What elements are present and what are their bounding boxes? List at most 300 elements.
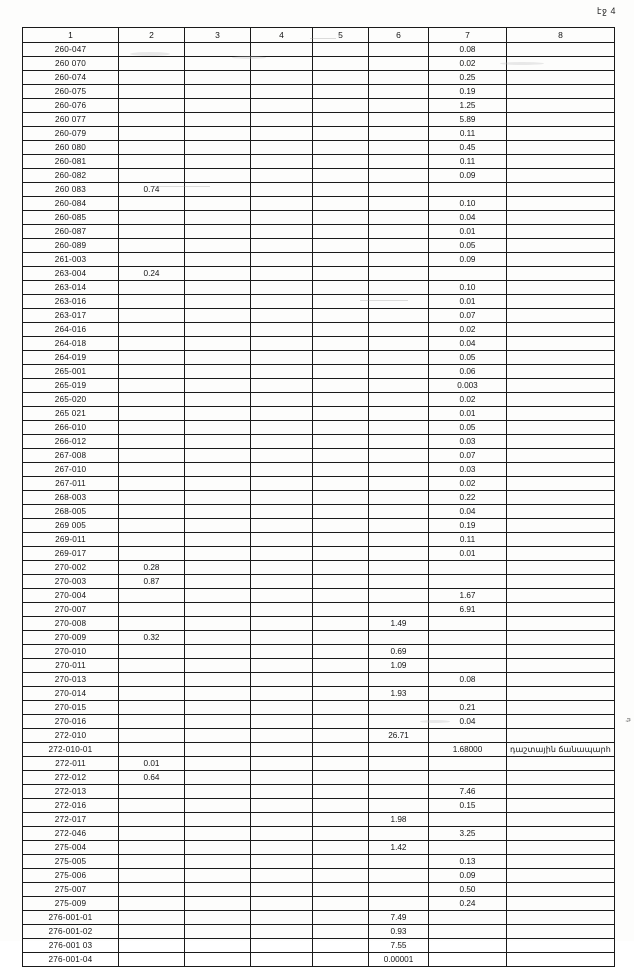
cell-col8 (507, 659, 615, 673)
cell-col2 (119, 407, 185, 421)
cell-col4 (251, 589, 313, 603)
cell-col2 (119, 253, 185, 267)
table-row (23, 799, 615, 813)
cell-col2 (119, 169, 185, 183)
cell-col6 (369, 337, 429, 351)
cell-col7 (429, 687, 507, 701)
cell-col1: 260-084 (23, 197, 119, 211)
cell-col6 (369, 799, 429, 813)
cell-col5 (313, 253, 369, 267)
cell-col7 (429, 757, 507, 771)
cell-col7 (429, 953, 507, 967)
cell-col3 (185, 253, 251, 267)
cell-col4 (251, 211, 313, 225)
cell-col1: 264-019 (23, 351, 119, 365)
cell-col7 (429, 183, 507, 197)
cell-col6: 7.55 (369, 939, 429, 953)
cell-col2 (119, 113, 185, 127)
cell-col4 (251, 393, 313, 407)
cell-col4 (251, 477, 313, 491)
cell-col4 (251, 925, 313, 939)
cell-col1: 260-085 (23, 211, 119, 225)
cell-col6 (369, 743, 429, 757)
cell-col4 (251, 85, 313, 99)
cell-col8 (507, 57, 615, 71)
cell-col8 (507, 295, 615, 309)
table-row (23, 505, 615, 519)
cell-col1: 269 005 (23, 519, 119, 533)
cell-col3 (185, 743, 251, 757)
cell-col7: 5.89 (429, 113, 507, 127)
cell-col5 (313, 407, 369, 421)
cell-col7: 0.01 (429, 295, 507, 309)
cell-col8 (507, 323, 615, 337)
cell-col4 (251, 883, 313, 897)
cell-col2 (119, 897, 185, 911)
cell-col4 (251, 631, 313, 645)
cell-col1: 275-006 (23, 869, 119, 883)
cell-col4 (251, 491, 313, 505)
cell-col2 (119, 337, 185, 351)
cell-col8 (507, 85, 615, 99)
cell-col3 (185, 603, 251, 617)
cell-col1: 270-003 (23, 575, 119, 589)
cell-col7: 6.91 (429, 603, 507, 617)
cell-col4 (251, 407, 313, 421)
table-row (23, 337, 615, 351)
cell-col8 (507, 589, 615, 603)
cell-col3 (185, 155, 251, 169)
cell-col1: 263-016 (23, 295, 119, 309)
table-row (23, 897, 615, 911)
cell-col4 (251, 337, 313, 351)
cell-col2 (119, 393, 185, 407)
cell-col6 (369, 575, 429, 589)
cell-col6 (369, 113, 429, 127)
cell-col3 (185, 393, 251, 407)
cell-col6 (369, 253, 429, 267)
cell-col6 (369, 701, 429, 715)
cell-col7: 0.07 (429, 449, 507, 463)
cell-col3 (185, 435, 251, 449)
cell-col1: 264-018 (23, 337, 119, 351)
cell-col2 (119, 127, 185, 141)
cell-col4 (251, 71, 313, 85)
cell-col7: 0.10 (429, 281, 507, 295)
cell-col7: 1.67 (429, 589, 507, 603)
cell-col3 (185, 561, 251, 575)
cell-col3 (185, 869, 251, 883)
cell-col1: 275-004 (23, 841, 119, 855)
cell-col3 (185, 407, 251, 421)
cell-col5 (313, 281, 369, 295)
cell-col5 (313, 71, 369, 85)
cell-col8 (507, 799, 615, 813)
cell-col1: 270-011 (23, 659, 119, 673)
cell-col1: 270-008 (23, 617, 119, 631)
cell-col7: 0.11 (429, 127, 507, 141)
column-header-6: 6 (369, 28, 429, 43)
cell-col7: 0.02 (429, 477, 507, 491)
cell-col8 (507, 533, 615, 547)
cell-col2 (119, 197, 185, 211)
cell-col3 (185, 827, 251, 841)
cell-col8 (507, 239, 615, 253)
cell-col2 (119, 309, 185, 323)
cell-col8 (507, 267, 615, 281)
cell-col2 (119, 505, 185, 519)
cell-col8 (507, 477, 615, 491)
cell-col5 (313, 911, 369, 925)
cell-col1: 270-016 (23, 715, 119, 729)
cell-col1: 260-089 (23, 239, 119, 253)
table-row (23, 645, 615, 659)
cell-col8 (507, 225, 615, 239)
table-row (23, 589, 615, 603)
table-row (23, 827, 615, 841)
cell-col3 (185, 687, 251, 701)
cell-col8 (507, 379, 615, 393)
cell-col5 (313, 841, 369, 855)
cell-col4 (251, 855, 313, 869)
cell-col8 (507, 631, 615, 645)
cell-col5 (313, 533, 369, 547)
table-row (23, 911, 615, 925)
cell-col8 (507, 827, 615, 841)
cell-col2 (119, 463, 185, 477)
cell-col8 (507, 99, 615, 113)
cell-col8 (507, 505, 615, 519)
cell-col8 (507, 211, 615, 225)
column-header-1: 1 (23, 28, 119, 43)
cell-col2 (119, 729, 185, 743)
table-row (23, 155, 615, 169)
cell-col8 (507, 155, 615, 169)
cell-col6 (369, 421, 429, 435)
cell-col7: 0.01 (429, 547, 507, 561)
cell-col4 (251, 169, 313, 183)
cell-col5 (313, 869, 369, 883)
cell-col1: 272-010 (23, 729, 119, 743)
cell-col6 (369, 477, 429, 491)
table-row (23, 113, 615, 127)
table-row (23, 449, 615, 463)
cell-col8 (507, 785, 615, 799)
cell-col5 (313, 351, 369, 365)
cell-col3 (185, 799, 251, 813)
cell-col5 (313, 505, 369, 519)
cell-col5 (313, 827, 369, 841)
cell-col5 (313, 211, 369, 225)
cell-col8 (507, 561, 615, 575)
table-row (23, 435, 615, 449)
cell-col5 (313, 113, 369, 127)
table-row (23, 631, 615, 645)
cell-col2 (119, 547, 185, 561)
cell-col1: 265-020 (23, 393, 119, 407)
cell-col1: 269-011 (23, 533, 119, 547)
cell-col8 (507, 855, 615, 869)
cell-col6 (369, 827, 429, 841)
cell-col5 (313, 519, 369, 533)
cell-col1: 272-017 (23, 813, 119, 827)
cell-col1: 265 021 (23, 407, 119, 421)
cell-col6 (369, 449, 429, 463)
table-row (23, 617, 615, 631)
table-row (23, 295, 615, 309)
table-row (23, 855, 615, 869)
cell-col3 (185, 337, 251, 351)
cell-col5 (313, 953, 369, 967)
cell-col3 (185, 127, 251, 141)
cell-col8 (507, 701, 615, 715)
table-row (23, 785, 615, 799)
cell-col3 (185, 911, 251, 925)
cell-col8 (507, 617, 615, 631)
cell-col3 (185, 645, 251, 659)
cell-col5 (313, 267, 369, 281)
land-parcel-table (22, 27, 615, 967)
cell-col2 (119, 925, 185, 939)
cell-col7: 0.05 (429, 239, 507, 253)
cell-col6: 1.42 (369, 841, 429, 855)
cell-col7 (429, 659, 507, 673)
table-row (23, 169, 615, 183)
cell-col1: 260 077 (23, 113, 119, 127)
cell-col4 (251, 547, 313, 561)
cell-col1: 266-010 (23, 421, 119, 435)
cell-col5 (313, 379, 369, 393)
cell-col2 (119, 449, 185, 463)
cell-col6 (369, 155, 429, 169)
table-row (23, 365, 615, 379)
cell-col3 (185, 785, 251, 799)
cell-col1: 276-001-01 (23, 911, 119, 925)
cell-col6 (369, 323, 429, 337)
cell-col3 (185, 281, 251, 295)
cell-col1: 270-014 (23, 687, 119, 701)
cell-col7: 0.25 (429, 71, 507, 85)
cell-col1: 260-076 (23, 99, 119, 113)
cell-col1: 276-001-02 (23, 925, 119, 939)
cell-col6 (369, 71, 429, 85)
cell-col8 (507, 953, 615, 967)
cell-col2: 0.87 (119, 575, 185, 589)
cell-col2 (119, 281, 185, 295)
cell-col1: 267-008 (23, 449, 119, 463)
table-row (23, 729, 615, 743)
cell-col4 (251, 57, 313, 71)
cell-col8 (507, 771, 615, 785)
table-row (23, 519, 615, 533)
cell-col5 (313, 239, 369, 253)
cell-col2 (119, 239, 185, 253)
cell-col3 (185, 141, 251, 155)
cell-col2 (119, 225, 185, 239)
cell-col1: 270-007 (23, 603, 119, 617)
table-row (23, 309, 615, 323)
cell-col7: 0.06 (429, 365, 507, 379)
cell-col1: 260-079 (23, 127, 119, 141)
cell-col7: 0.09 (429, 869, 507, 883)
cell-col1: 268-003 (23, 491, 119, 505)
column-header-4: 4 (251, 28, 313, 43)
table-row (23, 953, 615, 967)
cell-col7 (429, 617, 507, 631)
cell-col2 (119, 827, 185, 841)
cell-col1: 270-002 (23, 561, 119, 575)
cell-col2 (119, 421, 185, 435)
cell-col5 (313, 589, 369, 603)
cell-col6 (369, 183, 429, 197)
cell-col2 (119, 869, 185, 883)
cell-col7: 0.11 (429, 155, 507, 169)
cell-col6 (369, 547, 429, 561)
cell-col7: 0.01 (429, 407, 507, 421)
cell-col6 (369, 673, 429, 687)
cell-col8 (507, 715, 615, 729)
cell-col1: 260 083 (23, 183, 119, 197)
cell-col2 (119, 323, 185, 337)
cell-col6 (369, 785, 429, 799)
cell-col3 (185, 183, 251, 197)
table-row (23, 743, 615, 757)
cell-col4 (251, 729, 313, 743)
table-row (23, 99, 615, 113)
cell-col8 (507, 463, 615, 477)
cell-col7: 0.24 (429, 897, 507, 911)
cell-col5 (313, 575, 369, 589)
cell-col2 (119, 435, 185, 449)
cell-col5 (313, 225, 369, 239)
cell-col7: 0.10 (429, 197, 507, 211)
cell-col1: 270-015 (23, 701, 119, 715)
cell-col5 (313, 757, 369, 771)
table-row (23, 575, 615, 589)
cell-col5 (313, 491, 369, 505)
cell-col3 (185, 43, 251, 57)
cell-col4 (251, 379, 313, 393)
cell-col2 (119, 211, 185, 225)
cell-col3 (185, 813, 251, 827)
cell-col5 (313, 85, 369, 99)
cell-col7: 0.13 (429, 855, 507, 869)
cell-col2 (119, 673, 185, 687)
cell-col3 (185, 533, 251, 547)
cell-col7: 0.05 (429, 421, 507, 435)
table-row (23, 141, 615, 155)
cell-col2 (119, 57, 185, 71)
cell-col4 (251, 155, 313, 169)
cell-col8 (507, 71, 615, 85)
table-row (23, 57, 615, 71)
cell-col3 (185, 351, 251, 365)
cell-col7: 0.04 (429, 211, 507, 225)
cell-col5 (313, 99, 369, 113)
cell-col2: 0.64 (119, 771, 185, 785)
cell-col7: 0.03 (429, 463, 507, 477)
table-row (23, 407, 615, 421)
cell-col4 (251, 281, 313, 295)
cell-col5 (313, 729, 369, 743)
cell-col4 (251, 533, 313, 547)
cell-col5 (313, 631, 369, 645)
cell-col4 (251, 911, 313, 925)
cell-col4 (251, 449, 313, 463)
cell-col2 (119, 141, 185, 155)
cell-col5 (313, 435, 369, 449)
column-header-3: 3 (185, 28, 251, 43)
cell-col6 (369, 603, 429, 617)
cell-col2 (119, 617, 185, 631)
column-header-8: 8 (507, 28, 615, 43)
cell-col2 (119, 365, 185, 379)
cell-col5 (313, 309, 369, 323)
cell-col3 (185, 463, 251, 477)
cell-col7: 0.02 (429, 57, 507, 71)
cell-col7: 0.03 (429, 435, 507, 449)
cell-col4 (251, 603, 313, 617)
cell-col5 (313, 295, 369, 309)
cell-col3 (185, 267, 251, 281)
cell-col6 (369, 169, 429, 183)
cell-col6 (369, 869, 429, 883)
cell-col5 (313, 701, 369, 715)
cell-col3 (185, 477, 251, 491)
table-row (23, 477, 615, 491)
cell-col2 (119, 477, 185, 491)
cell-col6 (369, 757, 429, 771)
cell-col4 (251, 365, 313, 379)
cell-col5 (313, 855, 369, 869)
cell-col1: 260-081 (23, 155, 119, 169)
cell-col5 (313, 785, 369, 799)
table-row (23, 491, 615, 505)
cell-col7 (429, 841, 507, 855)
cell-col3 (185, 897, 251, 911)
cell-col5 (313, 687, 369, 701)
cell-col1: 263-017 (23, 309, 119, 323)
cell-col5 (313, 169, 369, 183)
table-row (23, 127, 615, 141)
cell-col5 (313, 43, 369, 57)
cell-col1: 276-001-04 (23, 953, 119, 967)
cell-col2 (119, 799, 185, 813)
cell-col4 (251, 715, 313, 729)
cell-col3 (185, 309, 251, 323)
cell-col5 (313, 421, 369, 435)
cell-col2 (119, 645, 185, 659)
cell-col2: 0.28 (119, 561, 185, 575)
cell-col1: 272-011 (23, 757, 119, 771)
cell-col7: 7.46 (429, 785, 507, 799)
cell-col4 (251, 953, 313, 967)
cell-col1: 265-001 (23, 365, 119, 379)
cell-col6 (369, 463, 429, 477)
cell-col6: 7.49 (369, 911, 429, 925)
cell-col8 (507, 449, 615, 463)
cell-col6 (369, 533, 429, 547)
cell-col8 (507, 575, 615, 589)
cell-col2 (119, 687, 185, 701)
cell-col2 (119, 43, 185, 57)
cell-col8 (507, 645, 615, 659)
cell-col3 (185, 925, 251, 939)
cell-col7: 0.45 (429, 141, 507, 155)
cell-col8 (507, 491, 615, 505)
cell-col7: 0.04 (429, 505, 507, 519)
cell-col7: 0.09 (429, 169, 507, 183)
